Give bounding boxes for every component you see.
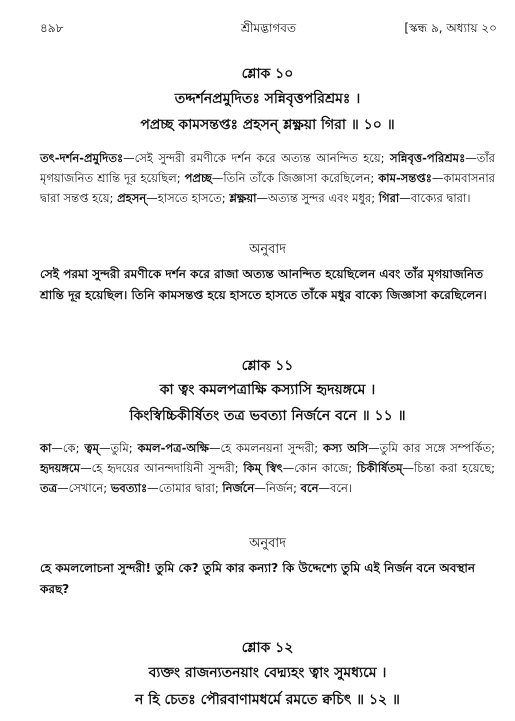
synonym-meaning: —হাসতে হাসতে; [146,191,230,205]
page-header [40,20,497,40]
synonym-meaning: —তুমি কার সঙ্গে সম্পর্কিত; [368,441,495,455]
verse-line: ন হি চেতঃ পৌরবাণামধর্মে রমতে ক্বচিৎ ॥ ১২ ॥ [135,692,400,708]
synonyms [40,148,495,208]
synonym-meaning: —বনে। [318,481,353,495]
synonym-term: গিরা [378,191,400,205]
synonym-meaning: —তুমি; [98,441,138,455]
verse-line: ব্যক্তং রাজন্যতনয়াং বেদ্ম্যহং ত্বাং সুমধ্যমে । [148,665,387,681]
synonym-term: কস্য অসি [323,441,369,455]
translation: হে কমললোচনা সুন্দরী! তুমি কে? তুমি কার কন্যা? কি উদ্দেশ্যে তুমি এই নির্জন বনে অবস্থান করছ? [40,561,476,596]
page-number: ৪৯৮ [40,21,64,35]
synonym-term: চিকীর্ষিতম্ [356,461,403,475]
book-title: শ্রীমদ্ভাগবত [240,21,296,35]
translation: সেই পরমা সুন্দরী রমণীকে দর্শন করে রাজা অত্যন্ত আনন্দিত হয়েছিলেন এবং তাঁর মৃগয়াজনিত শ্রান্তি দূর হয়েছিল। তিনি কামসন্তপ্ত হয়ে হাসতে হাসতে তাঁকে মধুর বাক্যে জিজ্ঞাসা করেছিলেন। [40,267,487,302]
synonym-meaning: —কে; [51,441,85,455]
synonym-term: কিম্ স্বিৎ [243,461,283,475]
synonym-term: সন্নিবৃত্ত-পরিশ্রমঃ [390,151,466,165]
synonym-meaning: —হে হৃদয়ের আনন্দদায়িনী সুন্দরী; [80,461,244,475]
translation-heading: অনুবাদ [249,242,286,257]
synonym-term: কাম-সন্তপ্তঃ [378,171,432,185]
verse-line: তদ্দর্শনপ্রমুদিতঃ সন্নিবৃত্তপরিশ্রমঃ । [174,91,361,107]
synonyms [40,438,495,498]
synonym-term: পপ্রচ্ছ [184,171,212,185]
verse-label: শ্লোক ১২ [241,640,294,656]
synonym-term: শ্লক্ষ্ণয়া [229,191,257,205]
synonym-term: হৃদয়ঙ্গমে [40,461,81,475]
synonym-meaning: —তিনি তাঁকে জিজ্ঞাসা করেছিলেন; [211,171,379,185]
synonym-meaning: —কোন কাজে; [282,461,357,475]
translation-heading: অনুবাদ [249,536,286,551]
synonym-meaning: —সেই সুন্দরী রমণীকে দর্শন করে অত্যন্ত আনন্দিত হয়ে; [123,151,391,165]
synonym-meaning: —কামবাসনার দ্বারা সন্তপ্ত হয়ে; [40,171,495,205]
synonym-meaning: —সেখানে; [57,481,111,495]
synonym-meaning: —নির্জন; [254,481,301,495]
synonym-meaning: —তোমার দ্বারা; [147,481,223,495]
synonym-meaning: —অত্যন্ত সুন্দর এবং মধুর; [256,191,379,205]
synonym-term: প্রহসন্ [117,191,147,205]
chapter-reference: [স্কন্ধ ৯, অধ্যায় ২০ [404,21,497,35]
synonym-meaning: —হে কমলনয়না সুন্দরী; [208,441,324,455]
synonym-meaning: —বাক্যের দ্বারা। [399,191,471,205]
verse-label: শ্লোক ১১ [241,358,294,374]
synonym-term: ত্বম্ [84,441,99,455]
synonym-term: কমল-পত্র-অক্ষি [137,441,209,455]
verse-line: কা ত্বং কমলপত্রাক্ষি কস্যাসি হৃদয়ঙ্গমে । [159,382,376,398]
synonym-term: তৎ-দর্শন-প্রমুদিতঃ [40,151,124,165]
synonym-term: বনে [300,481,319,495]
synonym-meaning: —চিন্তা করা হয়েছে; [402,461,495,475]
synonym-term: তত্র [40,481,58,495]
verse-label: শ্লোক ১০ [241,66,294,82]
synonym-term: ভবত্যাঃ [110,481,148,495]
synonym-meaning: —তাঁর মৃগয়াজনিত শ্রান্তি দূর হয়েছিল; [40,151,495,185]
verse-line: পপ্রচ্ছ কামসন্তপ্তঃ প্রহসন্ শ্লক্ষ্ণয়া গিরা ॥ ১০ ॥ [140,117,395,133]
synonym-term: কা [40,441,52,455]
verse-line: কিংস্বিচ্চিকীর্ষিতং তত্র ভবত্যা নির্জনে বনে ॥ ১১ ॥ [129,408,406,424]
synonym-term: নির্জনে [222,481,255,495]
